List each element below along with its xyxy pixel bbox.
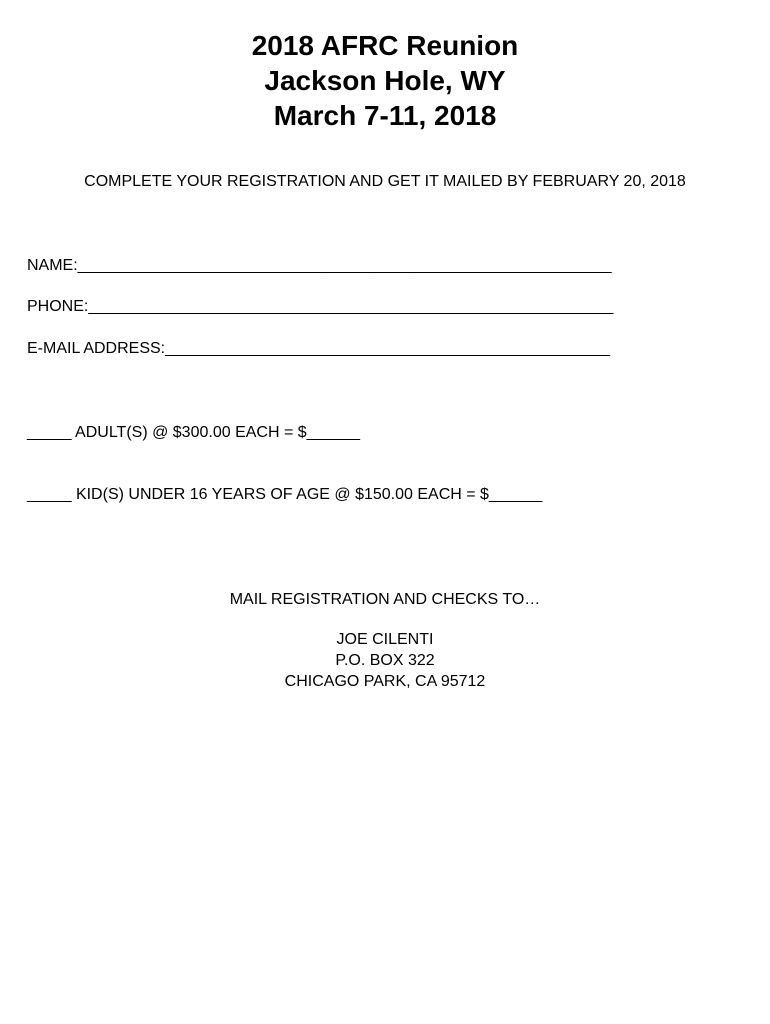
adults-price-line[interactable]: _____ ADULT(S) @ $300.00 EACH = $______ <box>27 424 361 441</box>
mail-heading: MAIL REGISTRATION AND CHECKS TO… <box>229 591 541 608</box>
email-field[interactable]: E-MAIL ADDRESS:__________________________________________________ <box>27 340 611 357</box>
mail-recipient: JOE CILENTI <box>336 631 434 648</box>
phone-field[interactable]: PHONE:___________________________________________________________ <box>27 298 614 315</box>
mail-po-box: P.O. BOX 322 <box>335 652 435 669</box>
name-field[interactable]: NAME:____________________________________________________________ <box>27 257 612 274</box>
mail-city: CHICAGO PARK, CA 95712 <box>284 673 486 690</box>
deadline-instruction: COMPLETE YOUR REGISTRATION AND GET IT MAILED BY FEBRUARY 20, 2018 <box>84 173 686 190</box>
title-dates: March 7-11, 2018 <box>273 100 497 131</box>
page-title <box>0 28 770 133</box>
kids-price-line[interactable]: _____ KID(S) UNDER 16 YEARS OF AGE @ $150.00 EACH = $______ <box>27 486 543 503</box>
title-location: Jackson Hole, WY <box>264 65 506 96</box>
title-event: 2018 AFRC Reunion <box>251 30 519 61</box>
